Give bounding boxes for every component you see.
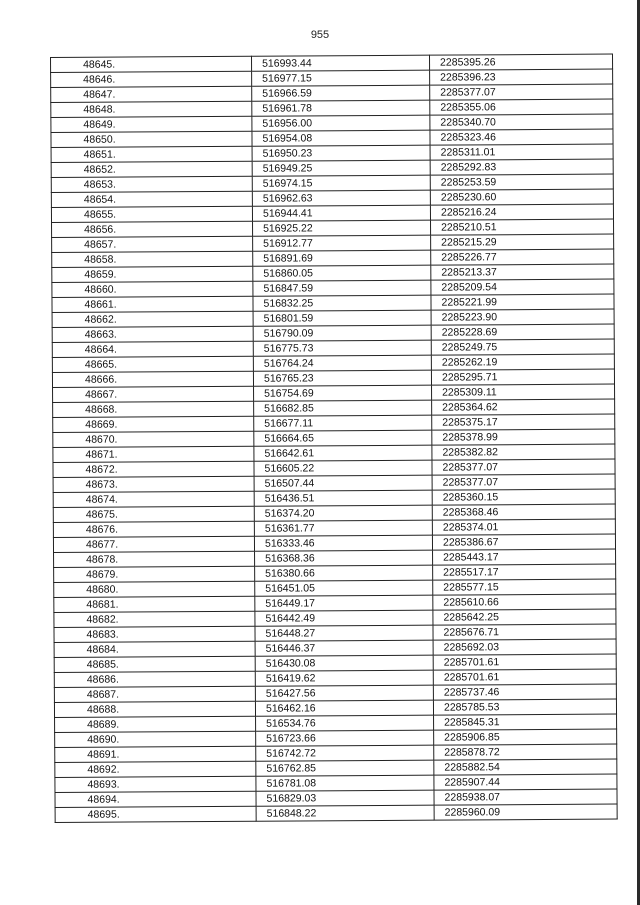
y-coordinate-cell: 2285785.53 [433, 699, 616, 715]
y-coordinate-cell: 2285377.07 [432, 459, 615, 475]
point-id-cell: 48682. [54, 611, 255, 627]
y-coordinate-cell: 2285386.67 [432, 534, 615, 550]
y-coordinate-cell: 2285340.70 [430, 114, 613, 130]
point-id-cell: 48688. [54, 701, 255, 717]
point-id-cell: 48660. [52, 281, 253, 297]
table-row [55, 804, 617, 822]
point-id-cell: 48680. [54, 581, 255, 597]
point-id-cell: 48659. [52, 266, 253, 282]
point-id-cell: 48664. [52, 341, 253, 357]
x-coordinate-cell: 516442.49 [255, 610, 433, 626]
point-id-cell: 48662. [52, 311, 253, 327]
y-coordinate-cell: 2285323.46 [430, 129, 613, 145]
y-coordinate-cell: 2285360.15 [432, 489, 615, 505]
y-coordinate-cell: 2285692.03 [433, 639, 616, 655]
y-coordinate-cell: 2285309.11 [432, 384, 615, 400]
point-id-cell: 48666. [52, 371, 253, 387]
y-coordinate-cell: 2285517.17 [433, 564, 616, 580]
x-coordinate-cell: 516974.15 [252, 175, 430, 191]
x-coordinate-cell: 516925.22 [253, 220, 431, 236]
y-coordinate-cell: 2285676.71 [433, 624, 616, 640]
point-id-cell: 48683. [54, 626, 255, 642]
x-coordinate-cell: 516462.16 [255, 700, 433, 716]
x-coordinate-cell: 516448.27 [255, 625, 433, 641]
y-coordinate-cell: 2285377.07 [432, 474, 615, 490]
y-coordinate-cell: 2285230.60 [430, 189, 613, 205]
y-coordinate-cell: 2285610.66 [433, 594, 616, 610]
x-coordinate-cell: 516993.44 [251, 55, 429, 71]
x-coordinate-cell: 516451.05 [255, 580, 433, 596]
point-id-cell: 48673. [53, 476, 254, 492]
point-id-cell: 48654. [51, 191, 252, 207]
y-coordinate-cell: 2285642.25 [433, 609, 616, 625]
x-coordinate-cell: 516507.44 [254, 475, 432, 491]
point-id-cell: 48647. [51, 86, 252, 102]
point-id-cell: 48650. [51, 131, 252, 147]
y-coordinate-cell: 2285374.01 [432, 519, 615, 535]
point-id-cell: 48689. [55, 716, 256, 732]
y-coordinate-cell: 2285878.72 [434, 744, 617, 760]
y-coordinate-cell: 2285213.37 [431, 264, 614, 280]
y-coordinate-cell: 2285395.26 [429, 54, 612, 70]
x-coordinate-cell: 516374.20 [254, 505, 432, 521]
x-coordinate-cell: 516765.23 [253, 370, 431, 386]
y-coordinate-cell: 2285906.85 [434, 729, 617, 745]
x-coordinate-cell: 516860.05 [253, 265, 431, 281]
x-coordinate-cell: 516950.23 [252, 145, 430, 161]
x-coordinate-cell: 516966.59 [252, 85, 430, 101]
x-coordinate-cell: 516642.61 [254, 445, 432, 461]
x-coordinate-cell: 516742.72 [256, 745, 434, 761]
y-coordinate-cell: 2285364.62 [432, 399, 615, 415]
y-coordinate-cell: 2285396.23 [430, 69, 613, 85]
x-coordinate-cell: 516949.25 [252, 160, 430, 176]
x-coordinate-cell: 516891.69 [253, 250, 431, 266]
x-coordinate-cell: 516446.37 [255, 640, 433, 656]
point-id-cell: 48665. [52, 356, 253, 372]
y-coordinate-cell: 2285845.31 [434, 714, 617, 730]
y-coordinate-cell: 2285355.06 [430, 99, 613, 115]
point-id-cell: 48693. [55, 776, 256, 792]
coordinates-table [50, 54, 618, 823]
y-coordinate-cell: 2285443.17 [433, 549, 616, 565]
x-coordinate-cell: 516912.77 [253, 235, 431, 251]
point-id-cell: 48685. [54, 656, 255, 672]
point-id-cell: 48648. [51, 101, 252, 117]
x-coordinate-cell: 516829.03 [256, 790, 434, 806]
point-id-cell: 48656. [52, 221, 253, 237]
y-coordinate-cell: 2285907.44 [434, 774, 617, 790]
x-coordinate-cell: 516380.66 [255, 565, 433, 581]
x-coordinate-cell: 516605.22 [254, 460, 432, 476]
point-id-cell: 48667. [53, 386, 254, 402]
y-coordinate-cell: 2285960.09 [434, 804, 617, 820]
y-coordinate-cell: 2285382.82 [432, 444, 615, 460]
point-id-cell: 48687. [54, 686, 255, 702]
point-id-cell: 48655. [51, 206, 252, 222]
point-id-cell: 48684. [54, 641, 255, 657]
point-id-cell: 48657. [52, 236, 253, 252]
x-coordinate-cell: 516781.08 [256, 775, 434, 791]
point-id-cell: 48652. [51, 161, 252, 177]
point-id-cell: 48649. [51, 116, 252, 132]
y-coordinate-cell: 2285311.01 [430, 144, 613, 160]
point-id-cell: 48651. [51, 146, 252, 162]
x-coordinate-cell: 516848.22 [256, 805, 434, 821]
y-coordinate-cell: 2285882.54 [434, 759, 617, 775]
y-coordinate-cell: 2285223.90 [431, 309, 614, 325]
y-coordinate-cell: 2285375.17 [432, 414, 615, 430]
x-coordinate-cell: 516764.24 [253, 355, 431, 371]
point-id-cell: 48658. [52, 251, 253, 267]
y-coordinate-cell: 2285701.61 [433, 654, 616, 670]
point-id-cell: 48645. [51, 56, 252, 72]
x-coordinate-cell: 516677.11 [254, 415, 432, 431]
point-id-cell: 48661. [52, 296, 253, 312]
x-coordinate-cell: 516832.25 [253, 295, 431, 311]
x-coordinate-cell: 516368.36 [255, 550, 433, 566]
y-coordinate-cell: 2285292.83 [430, 159, 613, 175]
point-id-cell: 48692. [55, 761, 256, 777]
point-id-cell: 48679. [54, 566, 255, 582]
point-id-cell: 48681. [54, 596, 255, 612]
y-coordinate-cell: 2285368.46 [432, 504, 615, 520]
point-id-cell: 48646. [51, 71, 252, 87]
x-coordinate-cell: 516430.08 [255, 655, 433, 671]
x-coordinate-cell: 516956.00 [252, 115, 430, 131]
x-coordinate-cell: 516436.51 [254, 490, 432, 506]
point-id-cell: 48686. [54, 671, 255, 687]
y-coordinate-cell: 2285221.99 [431, 294, 614, 310]
y-coordinate-cell: 2285226.77 [431, 249, 614, 265]
point-id-cell: 48694. [55, 791, 256, 807]
point-id-cell: 48668. [53, 401, 254, 417]
x-coordinate-cell: 516790.09 [253, 325, 431, 341]
y-coordinate-cell: 2285938.07 [434, 789, 617, 805]
y-coordinate-cell: 2285249.75 [431, 339, 614, 355]
point-id-cell: 48670. [53, 431, 254, 447]
y-coordinate-cell: 2285253.59 [430, 174, 613, 190]
y-coordinate-cell: 2285210.51 [431, 219, 614, 235]
y-coordinate-cell: 2285701.61 [433, 669, 616, 685]
x-coordinate-cell: 516801.59 [253, 310, 431, 326]
y-coordinate-cell: 2285378.99 [432, 429, 615, 445]
x-coordinate-cell: 516775.73 [253, 340, 431, 356]
point-id-cell: 48676. [53, 521, 254, 537]
x-coordinate-cell: 516962.63 [252, 190, 430, 206]
x-coordinate-cell: 516427.56 [255, 685, 433, 701]
y-coordinate-cell: 2285577.15 [433, 579, 616, 595]
y-coordinate-cell: 2285737.46 [433, 684, 616, 700]
y-coordinate-cell: 2285216.24 [430, 204, 613, 220]
x-coordinate-cell: 516419.62 [255, 670, 433, 686]
x-coordinate-cell: 516944.41 [252, 205, 430, 221]
y-coordinate-cell: 2285262.19 [431, 354, 614, 370]
point-id-cell: 48678. [54, 551, 255, 567]
y-coordinate-cell: 2285228.69 [431, 324, 614, 340]
point-id-cell: 48675. [53, 506, 254, 522]
page-number: 955 [310, 29, 330, 41]
x-coordinate-cell: 516847.59 [253, 280, 431, 296]
x-coordinate-cell: 516682.85 [254, 400, 432, 416]
x-coordinate-cell: 516333.46 [254, 535, 432, 551]
y-coordinate-cell: 2285215.29 [431, 234, 614, 250]
point-id-cell: 48677. [53, 536, 254, 552]
x-coordinate-cell: 516754.69 [254, 385, 432, 401]
x-coordinate-cell: 516534.76 [256, 715, 434, 731]
x-coordinate-cell: 516961.78 [252, 100, 430, 116]
point-id-cell: 48695. [55, 806, 256, 822]
y-coordinate-cell: 2285295.71 [431, 369, 614, 385]
x-coordinate-cell: 516449.17 [255, 595, 433, 611]
x-coordinate-cell: 516361.77 [254, 520, 432, 536]
x-coordinate-cell: 516664.65 [254, 430, 432, 446]
point-id-cell: 48663. [52, 326, 253, 342]
point-id-cell: 48669. [53, 416, 254, 432]
coordinates-table-body [51, 54, 618, 822]
x-coordinate-cell: 516723.66 [256, 730, 434, 746]
x-coordinate-cell: 516977.15 [252, 70, 430, 86]
point-id-cell: 48672. [53, 461, 254, 477]
point-id-cell: 48690. [55, 731, 256, 747]
x-coordinate-cell: 516762.85 [256, 760, 434, 776]
point-id-cell: 48674. [53, 491, 254, 507]
point-id-cell: 48691. [55, 746, 256, 762]
x-coordinate-cell: 516954.08 [252, 130, 430, 146]
y-coordinate-cell: 2285377.07 [430, 84, 613, 100]
y-coordinate-cell: 2285209.54 [431, 279, 614, 295]
point-id-cell: 48653. [51, 176, 252, 192]
point-id-cell: 48671. [53, 446, 254, 462]
